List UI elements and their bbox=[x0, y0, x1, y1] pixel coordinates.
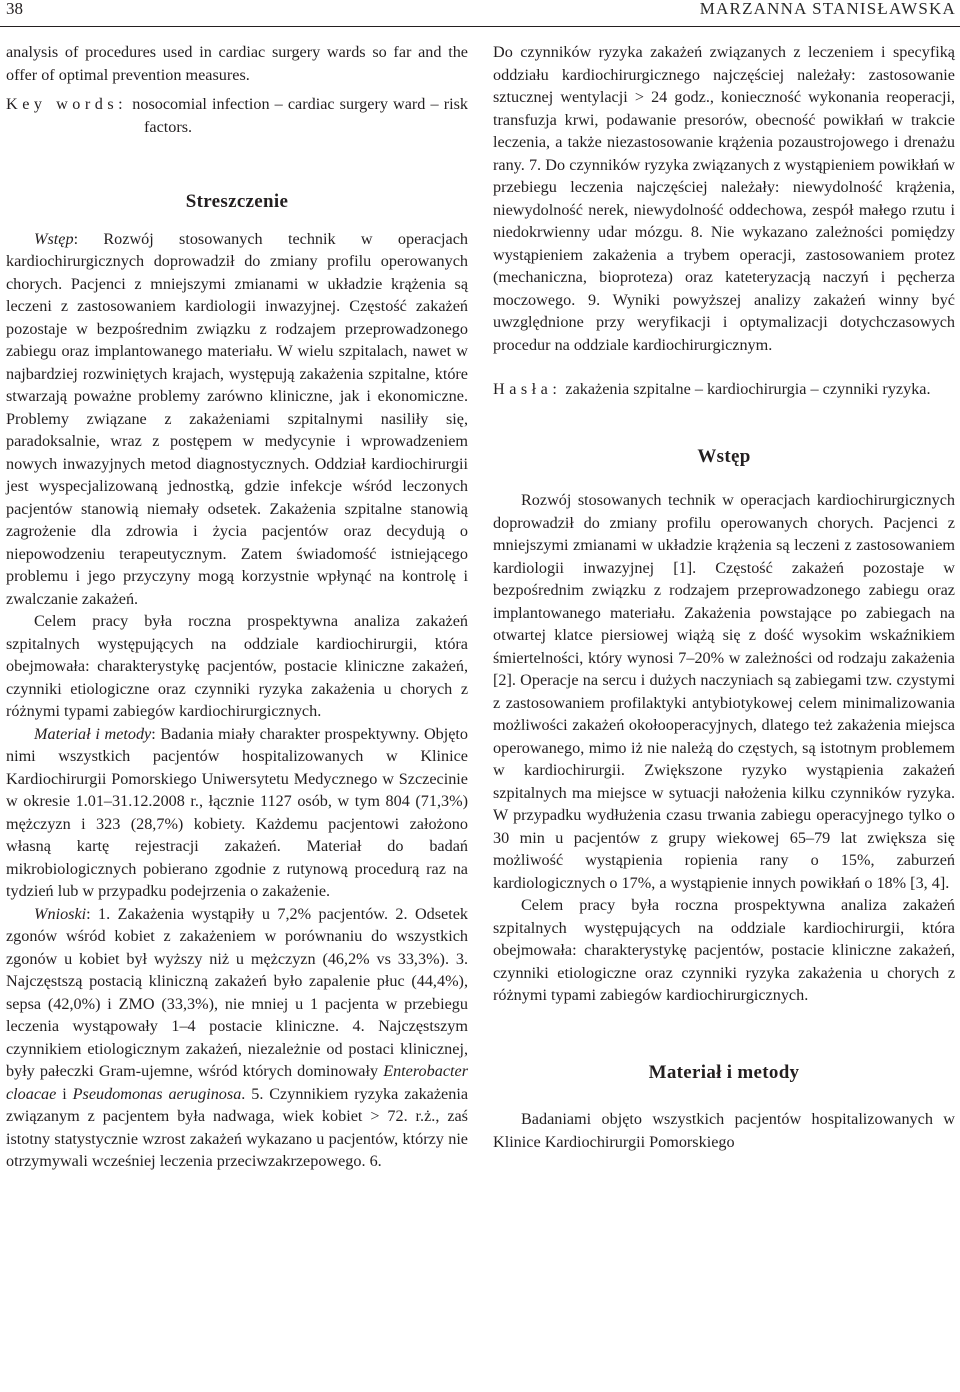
abstract-wnioski-text-2: . 5. Czynnikiem ryzyka zakażenia związanym z pacjentem była nadwaga, wiek kobiet > 72. r.ż., zaś istotny statystycznie wzrost zakażeń wykazano u pacjentów, którzy nie otrzymywali wcześniej leczenia przeciwzakrzepowego. 6. bbox=[6, 1084, 469, 1170]
abstract-metody-label: Materiał i metody bbox=[34, 724, 152, 743]
abstract-wnioski bbox=[6, 903, 468, 1173]
abstract-wnioski-and: i bbox=[56, 1084, 73, 1103]
left-column bbox=[6, 41, 468, 1173]
species-pseudomonas: Pseudomonas aeruginosa bbox=[72, 1084, 242, 1103]
keywords-text: nosocomial infection – cardiac surgery ward – risk factors. bbox=[132, 95, 468, 136]
page-header bbox=[0, 0, 960, 30]
abstract-wnioski-text-1: : 1. Zakażenia wystąpiły u 7,2% pacjentów. 2. Odsetek zgonów wśród kobiet z zakażeniem w porównaniu do wszystkich zgonów u kobiet był wyższy niż u mężczyzn (46,2% vs 33,3%). 3. Najczęstszą postacią kliniczną zakażeń było zapalenie płuc (44,4%), sepsa (42,0%) i ZMO (33,3%), nie mniej u 1 pacjenta w przebiegu leczenia wystąpowały 1–4 postacie kliniczne. 4. Najczęstszym czynnikiem etiologicznym zakażeń, niezależnie od postaci klinicznej, były pałeczki Gram-ujemne, wśród których dominowały bbox=[6, 904, 468, 1080]
abstract-cel: Celem pracy była roczna prospektywna analiza zakażeń szpitalnych występujących na oddziale kardiochirurgii, która obejmowała: charakterystykę pacjentów, postacie kliniczne zakażeń, czynniki etiologiczne oraz czynniki ryzyka zakażenia u chorych z różnymi typami zabiegów kardiochirurgicznych. bbox=[6, 612, 468, 720]
keywords-pl bbox=[493, 378, 955, 401]
wstep-heading: Wstęp bbox=[697, 445, 751, 467]
keywords-label: Key words: bbox=[6, 95, 128, 113]
keywords-en bbox=[6, 93, 468, 138]
right-column bbox=[493, 41, 955, 1153]
wstep-paragraph-2: Celem pracy była roczna prospektywna analiza zakażeń szpitalnych występujących na oddziale kardiochirurgii, która obejmowała: charakterystykę pacjentów, postacie kliniczne zakażeń, czynniki etiologiczne oraz czynniki ryzyka zakażenia u chorych z różnymi typami zabiegów kardiochirurgicznych. bbox=[493, 896, 955, 1004]
abstract-metody bbox=[6, 723, 468, 903]
abstract-en-end: analysis of procedures used in cardiac surgery wards so far and the offer of optimal prevention measures. bbox=[6, 43, 468, 84]
abstract-wstep-label: Wstęp bbox=[34, 229, 74, 248]
abstract-continued: Do czynników ryzyka zakażeń związanych z leczeniem i specyfiką oddziału kardiochirurgicznego najczęściej należały: zastosowanie sztucznej wentylacji > 24 godz., konieczność wykonania reoperacji, transfuzja krwi, podawanie presorów, obecność powikłań w trakcie leczenia, a także niezastosowanie krążenia pozaustrojowego i drenażu rany. 7. Do czynników ryzyka związanych z wystąpieniem powikłań w przebiegu leczenia najczęściej należały: niewydolność krążenia, niewydolność nerek, niewydolność oddechowa, zespół małego rzutu i niedokrwienny udar mózgu. 8. Nie wykazano zależności pomiędzy wystąpieniem zakażenia a trybem operacji, zastosowaniem protez (mechaniczna, bioproteza) oraz kateteryzacją naczyń i pęcherza moczowego. 9. Wyniki powyższej analizy zakażeń winny być uwzględnione przy weryfikacji i optymalizacji dotychczasowych procedur na oddziale kardiochirurgicznym. bbox=[493, 43, 955, 354]
metody-heading: Materiał i metody bbox=[648, 1061, 800, 1083]
abstract-wnioski-label: Wnioski bbox=[34, 904, 87, 923]
metody-paragraph-1: Badaniami objęto wszystkich pacjentów hospitalizowanych w Klinice Kardiochirurgii Pomorskiego bbox=[493, 1110, 955, 1151]
streszczenie-heading: Streszczenie bbox=[185, 191, 289, 212]
abstract-wstep-text: : Rozwój stosowanych technik w operacjach kardiochirurgicznych doprowadził do zmiany profilu operowanych chorych. Pacjenci z mniejszymi zmianami w układzie krążenia są leczeni z zastosowaniem kardiologii inwazyjnej. Częstość zakażeń pozostaje w bezpośrednim związku z rodzajem przeprowadzonego zabiegu oraz implantowanego materiału. W wielu szpitalach, nawet w najbardziej rozwiniętych krajach, występują zakażenia szpitalne, które stwarzają poważne problemy zarówno kliniczne, jak i ekonomiczne. Problemy związane z zakażeniami szpitalnymi nasiliły się, paradoksalnie, wraz z postępem w medycynie i wprowadzeniem nowych inwazyjnych metod diagnostycznych. Oddział kardiochirurgii jest wyspecjalizowaną jednostką, gdzie infekcje wśród leczonych pacjentów stanowią niemały odsetek. Zakażenia szpitalne stanowią zagrożenie dla zdrowia i życia pacjentów oraz decydują o niepowodzeniu terapeutycznym. Zatem świadomość istniejącego problemu i jego przyczyny mogą korzystnie wpłynąć na kontrolę i zwalczanie zakażeń. bbox=[6, 229, 468, 608]
hasla-text: zakażenia szpitalne – kardiochirurgia – czynniki ryzyka. bbox=[565, 380, 931, 398]
abstract-metody-text: : Badania miały charakter prospektywny. Objęto nimi wszystkich pacjentów hospitalizowanych w Klinice Kardiochirurgii Pomorskiego Uniwersytetu Medycznego w Szczecinie w okresie 1.01–31.12.2008 r., łącznie 1127 osób, w tym 804 (71,3%) mężczyzn i 323 (28,7%) kobiety. Każdemu pacjentowi założono własną kartę rejestracji zakażeń. Materiał do badań mikrobiologicznych pobierano zgodnie z rutynową procedurą raz na tydzień lub w przypadku podejrzenia o zakażenie. bbox=[6, 724, 469, 900]
running-head-author: MARZANNA STANISŁAWSKA bbox=[699, 0, 956, 18]
hasla-label: Hasła: bbox=[493, 380, 562, 398]
abstract-wstep bbox=[6, 228, 468, 611]
wstep-paragraph-1: Rozwój stosowanych technik w operacjach kardiochirurgicznych doprowadził do zmiany profilu operowanych chorych. Pacjenci z mniejszymi zmianami w układzie krążenia są leczeni z zastosowaniem kardiologii inwazyjnej [1]. Częstość zakażeń pozostaje w bezpośrednim związku z rodzajem przeprowadzonego zabiegu oraz implantowanego materiału. Zakażenia powstające po zabiegach na otwartej klatce piersiowej wiążą się z dość wysokim wskaźnikiem śmiertelności, który wynosi 7–20% w zależności od rodzaju zakażenia [2]. Operacje na sercu i dużych naczyniach są zabiegami tzw. czystymi z zastosowaniem profilaktyki antybiotykowej celem minimalizowania możliwości zakażeń okołooperacyjnych, dlatego też zakażenia miejsca operowanego, mimo iż nie należą do częstych, są istotnym problemem w kardiochirurgii. Zwiększone ryzyko wystąpienia zakażeń szpitalnych ma miejsce w sytuacji nałożenia kilku czynników ryzyka. W przypadku wydłużenia czasu trwania zabiegu operacyjnego tylko o 30 min u pacjentów z grupy wiekowej 65–79 lat zwiększa się możliwość wystąpienia ropienia rany o 15%, zaburzeń kardiologicznych o 17%, a wystąpienie innych powikłań o 18% [3, 4]. bbox=[493, 491, 955, 892]
header-rule bbox=[0, 26, 960, 27]
species-enterobacter: Enterobacter cloacae bbox=[6, 1062, 468, 1103]
page-number: 38 bbox=[6, 0, 23, 18]
